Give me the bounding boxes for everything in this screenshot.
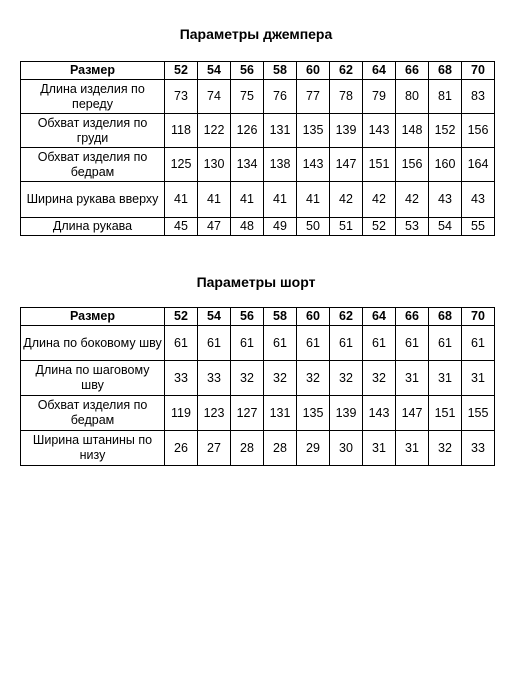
table-cell: 81 [429,80,462,114]
table-cell: 61 [231,326,264,361]
table-row [21,326,495,361]
table-cell: 31 [462,361,495,396]
table-cell: 77 [297,80,330,114]
table-cell: 78 [330,80,363,114]
size-header: 70 [462,308,495,326]
table-header-row [21,308,495,326]
size-header: 60 [297,62,330,80]
size-header: 54 [198,62,231,80]
table-cell: 138 [264,148,297,182]
size-header: 58 [264,62,297,80]
table-cell: 41 [297,182,330,218]
table-cell: 118 [165,114,198,148]
table-cell: 42 [363,182,396,218]
table-cell: 33 [462,431,495,466]
table-cell: 155 [462,396,495,431]
table-cell: 32 [330,361,363,396]
row-label: Ширина рукава вверху [21,182,165,218]
table-header-row [21,62,495,80]
table-cell: 33 [165,361,198,396]
table-cell: 148 [396,114,429,148]
row-label: Обхват изделия по бедрам [21,396,165,431]
jumper-size-table [20,61,495,236]
table-cell: 151 [429,396,462,431]
table-cell: 43 [462,182,495,218]
table-cell: 52 [363,218,396,236]
table-row [21,182,495,218]
table-cell: 131 [264,396,297,431]
table-cell: 61 [165,326,198,361]
table-cell: 125 [165,148,198,182]
size-header: 66 [396,62,429,80]
row-label: Длина по шаговому шву [21,361,165,396]
table-row [21,431,495,466]
table-cell: 119 [165,396,198,431]
table-cell: 41 [231,182,264,218]
table-cell: 135 [297,114,330,148]
table-cell: 134 [231,148,264,182]
table-cell: 27 [198,431,231,466]
table-cell: 43 [429,182,462,218]
table-cell: 51 [330,218,363,236]
table-cell: 31 [396,361,429,396]
table-cell: 156 [462,114,495,148]
table-cell: 26 [165,431,198,466]
size-header: 58 [264,308,297,326]
table-cell: 61 [429,326,462,361]
table-cell: 76 [264,80,297,114]
table-cell: 61 [396,326,429,361]
table-cell: 123 [198,396,231,431]
table-cell: 143 [363,114,396,148]
table-cell: 130 [198,148,231,182]
table-cell: 45 [165,218,198,236]
table-cell: 32 [429,431,462,466]
table-cell: 61 [297,326,330,361]
table-cell: 74 [198,80,231,114]
size-header: 52 [165,62,198,80]
table-cell: 152 [429,114,462,148]
size-header: 68 [429,308,462,326]
table-cell: 151 [363,148,396,182]
table-cell: 147 [330,148,363,182]
size-header: 62 [330,62,363,80]
table-cell: 160 [429,148,462,182]
table-cell: 55 [462,218,495,236]
jumper-title: Параметры джемпера [179,26,333,42]
table-cell: 54 [429,218,462,236]
header-label: Размер [21,308,165,326]
table-cell: 48 [231,218,264,236]
shorts-title: Параметры шорт [196,274,316,290]
shorts-size-table [20,307,495,466]
table-cell: 49 [264,218,297,236]
header-label: Размер [21,62,165,80]
table-cell: 31 [396,431,429,466]
table-cell: 139 [330,114,363,148]
table-cell: 28 [231,431,264,466]
table-cell: 61 [330,326,363,361]
table-cell: 164 [462,148,495,182]
table-row [21,148,495,182]
table-cell: 29 [297,431,330,466]
table-cell: 73 [165,80,198,114]
table-cell: 33 [198,361,231,396]
table-cell: 61 [264,326,297,361]
size-header: 70 [462,62,495,80]
row-label: Обхват изделия по бедрам [21,148,165,182]
table-cell: 83 [462,80,495,114]
size-header: 60 [297,308,330,326]
size-header: 66 [396,308,429,326]
table-row [21,218,495,236]
size-header: 64 [363,308,396,326]
table-cell: 41 [264,182,297,218]
table-cell: 41 [165,182,198,218]
table-row [21,361,495,396]
table-cell: 126 [231,114,264,148]
table-row [21,396,495,431]
table-cell: 61 [198,326,231,361]
table-cell: 53 [396,218,429,236]
size-header: 64 [363,62,396,80]
table-cell: 127 [231,396,264,431]
size-header: 54 [198,308,231,326]
table-cell: 32 [297,361,330,396]
size-header: 56 [231,308,264,326]
table-cell: 32 [264,361,297,396]
table-cell: 32 [363,361,396,396]
table-cell: 31 [363,431,396,466]
table-cell: 42 [396,182,429,218]
size-header: 56 [231,62,264,80]
table-cell: 131 [264,114,297,148]
row-label: Обхват изделия по груди [21,114,165,148]
table-cell: 31 [429,361,462,396]
size-header: 52 [165,308,198,326]
table-cell: 143 [363,396,396,431]
table-cell: 75 [231,80,264,114]
row-label: Длина по боковому шву [21,326,165,361]
table-cell: 61 [462,326,495,361]
row-label: Ширина штанины по низу [21,431,165,466]
size-header: 62 [330,308,363,326]
table-cell: 42 [330,182,363,218]
table-cell: 122 [198,114,231,148]
table-cell: 50 [297,218,330,236]
table-cell: 135 [297,396,330,431]
table-cell: 47 [198,218,231,236]
table-cell: 80 [396,80,429,114]
table-cell: 28 [264,431,297,466]
row-label: Длина изделия по переду [21,80,165,114]
table-row [21,114,495,148]
table-cell: 147 [396,396,429,431]
table-cell: 139 [330,396,363,431]
table-cell: 30 [330,431,363,466]
table-cell: 79 [363,80,396,114]
size-header: 68 [429,62,462,80]
table-row [21,80,495,114]
table-cell: 61 [363,326,396,361]
table-cell: 156 [396,148,429,182]
row-label: Длина рукава [21,218,165,236]
table-cell: 41 [198,182,231,218]
table-cell: 143 [297,148,330,182]
table-cell: 32 [231,361,264,396]
